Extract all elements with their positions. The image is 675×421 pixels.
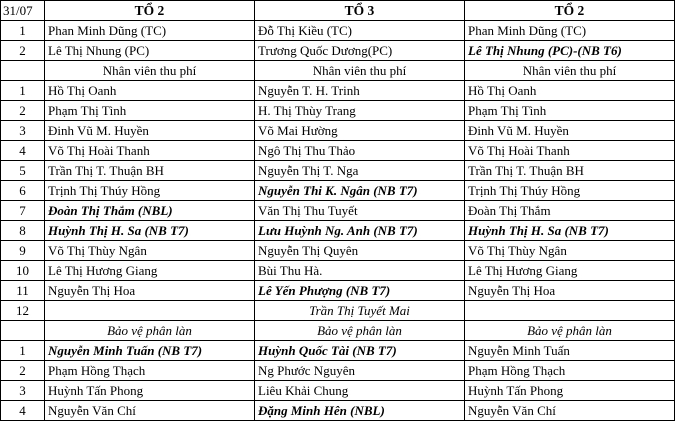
cell-team-2[interactable]: Văn Thị Thu Tuyết — [255, 201, 465, 221]
cell-team-2[interactable]: Nguyễn Thị Quyên — [255, 241, 465, 261]
cell-team-2[interactable]: H. Thị Thùy Trang — [255, 101, 465, 121]
staff-row — [1, 301, 675, 321]
row-number[interactable]: 7 — [1, 201, 45, 221]
cell-team-3[interactable]: Đinh Vũ M. Huyền — [465, 121, 675, 141]
guard-row — [1, 341, 675, 361]
row-number[interactable]: 9 — [1, 241, 45, 261]
cell-team-2[interactable]: Huỳnh Quốc Tài (NB T7) — [255, 341, 465, 361]
cell-team-3[interactable]: Đoàn Thị Thắm — [465, 201, 675, 221]
cell-team-1[interactable]: Đinh Vũ M. Huyền — [45, 121, 255, 141]
row-number[interactable]: 1 — [1, 81, 45, 101]
row-number[interactable]: 10 — [1, 261, 45, 281]
cell-team-2[interactable]: Ng Phước Nguyên — [255, 361, 465, 381]
row-number[interactable]: 5 — [1, 161, 45, 181]
staff-row — [1, 81, 675, 101]
cell-team-1[interactable]: Trần Thị T. Thuận BH — [45, 161, 255, 181]
cell-team-3[interactable]: Võ Thị Hoài Thanh — [465, 141, 675, 161]
staff-row — [1, 121, 675, 141]
cell-team-1[interactable]: Nguyễn Văn Chí — [45, 401, 255, 421]
staff-row — [1, 181, 675, 201]
leader-row — [1, 41, 675, 61]
staff-row — [1, 161, 675, 181]
cell-team-3[interactable]: Võ Thị Thùy Ngân — [465, 241, 675, 261]
cell-team-3[interactable]: Trịnh Thị Thúy Hồng — [465, 181, 675, 201]
section-header-row — [1, 61, 675, 81]
section-header-row — [1, 321, 675, 341]
row-number[interactable]: 2 — [1, 361, 45, 381]
cell-team-3[interactable]: Lê Thị Hương Giang — [465, 261, 675, 281]
row-number[interactable]: 11 — [1, 281, 45, 301]
cell-team-1[interactable]: Huỳnh Tấn Phong — [45, 381, 255, 401]
row-number[interactable]: 6 — [1, 181, 45, 201]
cell-team-2[interactable]: Trương Quốc Dương(PC) — [255, 41, 465, 61]
staff-row — [1, 221, 675, 241]
cell-team-2[interactable]: Bùi Thu Hà. — [255, 261, 465, 281]
row-number[interactable]: 1 — [1, 21, 45, 41]
staff-row — [1, 241, 675, 261]
cell-team-1[interactable]: Võ Thị Thùy Ngân — [45, 241, 255, 261]
guard-row — [1, 401, 675, 421]
cell-team-1[interactable]: Võ Thị Hoài Thanh — [45, 141, 255, 161]
empty-cell[interactable] — [1, 61, 45, 81]
cell-team-2[interactable]: Nguyễn Thị T. Nga — [255, 161, 465, 181]
leader-row — [1, 21, 675, 41]
cell-team-2[interactable]: Lê Yến Phượng (NB T7) — [255, 281, 465, 301]
cell-team-1[interactable]: Lê Thị Hương Giang — [45, 261, 255, 281]
date-cell[interactable]: 31/07 — [1, 1, 45, 21]
staff-row — [1, 101, 675, 121]
cell-team-1[interactable]: Lê Thị Nhung (PC) — [45, 41, 255, 61]
cell-team-3[interactable]: Hồ Thị Oanh — [465, 81, 675, 101]
guard-row — [1, 381, 675, 401]
section-title-team-2[interactable]: Bảo vệ phân làn — [255, 321, 465, 341]
cell-team-2[interactable]: Ngô Thị Thu Thảo — [255, 141, 465, 161]
cell-team-1[interactable]: Phạm Hồng Thạch — [45, 361, 255, 381]
cell-team-1[interactable]: Phạm Thị Tình — [45, 101, 255, 121]
header-row — [1, 1, 675, 21]
cell-team-1[interactable]: Hồ Thị Oanh — [45, 81, 255, 101]
cell-team-2[interactable]: Võ Mai Hường — [255, 121, 465, 141]
cell-team-2[interactable]: Trần Thị Tuyết Mai — [255, 301, 465, 321]
row-number[interactable]: 2 — [1, 101, 45, 121]
cell-team-3[interactable]: Phạm Hồng Thạch — [465, 361, 675, 381]
cell-team-1[interactable]: Trịnh Thị Thúy Hồng — [45, 181, 255, 201]
row-number[interactable]: 12 — [1, 301, 45, 321]
row-number[interactable]: 1 — [1, 341, 45, 361]
cell-team-3[interactable]: Phan Minh Dũng (TC) — [465, 21, 675, 41]
cell-team-3[interactable]: Huỳnh Tấn Phong — [465, 381, 675, 401]
cell-team-3[interactable] — [465, 301, 675, 321]
team-header-2[interactable]: TỔ 3 — [255, 1, 465, 21]
cell-team-1[interactable]: Phan Minh Dũng (TC) — [45, 21, 255, 41]
cell-team-2[interactable]: Liêu Khải Chung — [255, 381, 465, 401]
cell-team-3[interactable]: Nguyễn Văn Chí — [465, 401, 675, 421]
row-number[interactable]: 4 — [1, 141, 45, 161]
cell-team-2[interactable]: Đỗ Thị Kiều (TC) — [255, 21, 465, 41]
cell-team-2[interactable]: Lưu Huỳnh Ng. Anh (NB T7) — [255, 221, 465, 241]
cell-team-3[interactable]: Nguyễn Minh Tuấn — [465, 341, 675, 361]
cell-team-3[interactable]: Nguyễn Thị Hoa — [465, 281, 675, 301]
staff-row — [1, 141, 675, 161]
cell-team-1[interactable] — [45, 301, 255, 321]
section-title-team-1[interactable]: Bảo vệ phân làn — [45, 321, 255, 341]
empty-cell[interactable] — [1, 321, 45, 341]
team-header-1[interactable]: TỔ 2 — [45, 1, 255, 21]
row-number[interactable]: 3 — [1, 381, 45, 401]
guard-row — [1, 361, 675, 381]
cell-team-2[interactable]: Nguyễn Thi K. Ngân (NB T7) — [255, 181, 465, 201]
cell-team-1[interactable]: Đoàn Thị Thắm (NBL) — [45, 201, 255, 221]
team-header-3[interactable]: TỔ 2 — [465, 1, 675, 21]
staff-row — [1, 281, 675, 301]
cell-team-1[interactable]: Nguyễn Minh Tuấn (NB T7) — [45, 341, 255, 361]
section-title-team-3[interactable]: Nhân viên thu phí — [465, 61, 675, 81]
staff-row — [1, 201, 675, 221]
staff-row — [1, 261, 675, 281]
cell-team-2[interactable]: Đặng Minh Hên (NBL) — [255, 401, 465, 421]
row-number[interactable]: 2 — [1, 41, 45, 61]
row-number[interactable]: 3 — [1, 121, 45, 141]
cell-team-3[interactable]: Trần Thị T. Thuận BH — [465, 161, 675, 181]
section-title-team-2[interactable]: Nhân viên thu phí — [255, 61, 465, 81]
row-number[interactable]: 8 — [1, 221, 45, 241]
section-title-team-3[interactable]: Bảo vệ phân làn — [465, 321, 675, 341]
section-title-team-1[interactable]: Nhân viên thu phí — [45, 61, 255, 81]
row-number[interactable]: 4 — [1, 401, 45, 421]
cell-team-3[interactable]: Lê Thị Nhung (PC)-(NB T6) — [465, 41, 675, 61]
cell-team-1[interactable]: Huỳnh Thị H. Sa (NB T7) — [45, 221, 255, 241]
cell-team-3[interactable]: Huỳnh Thị H. Sa (NB T7) — [465, 221, 675, 241]
cell-team-2[interactable]: Nguyễn T. H. Trinh — [255, 81, 465, 101]
cell-team-1[interactable]: Nguyễn Thị Hoa — [45, 281, 255, 301]
cell-team-3[interactable]: Phạm Thị Tình — [465, 101, 675, 121]
